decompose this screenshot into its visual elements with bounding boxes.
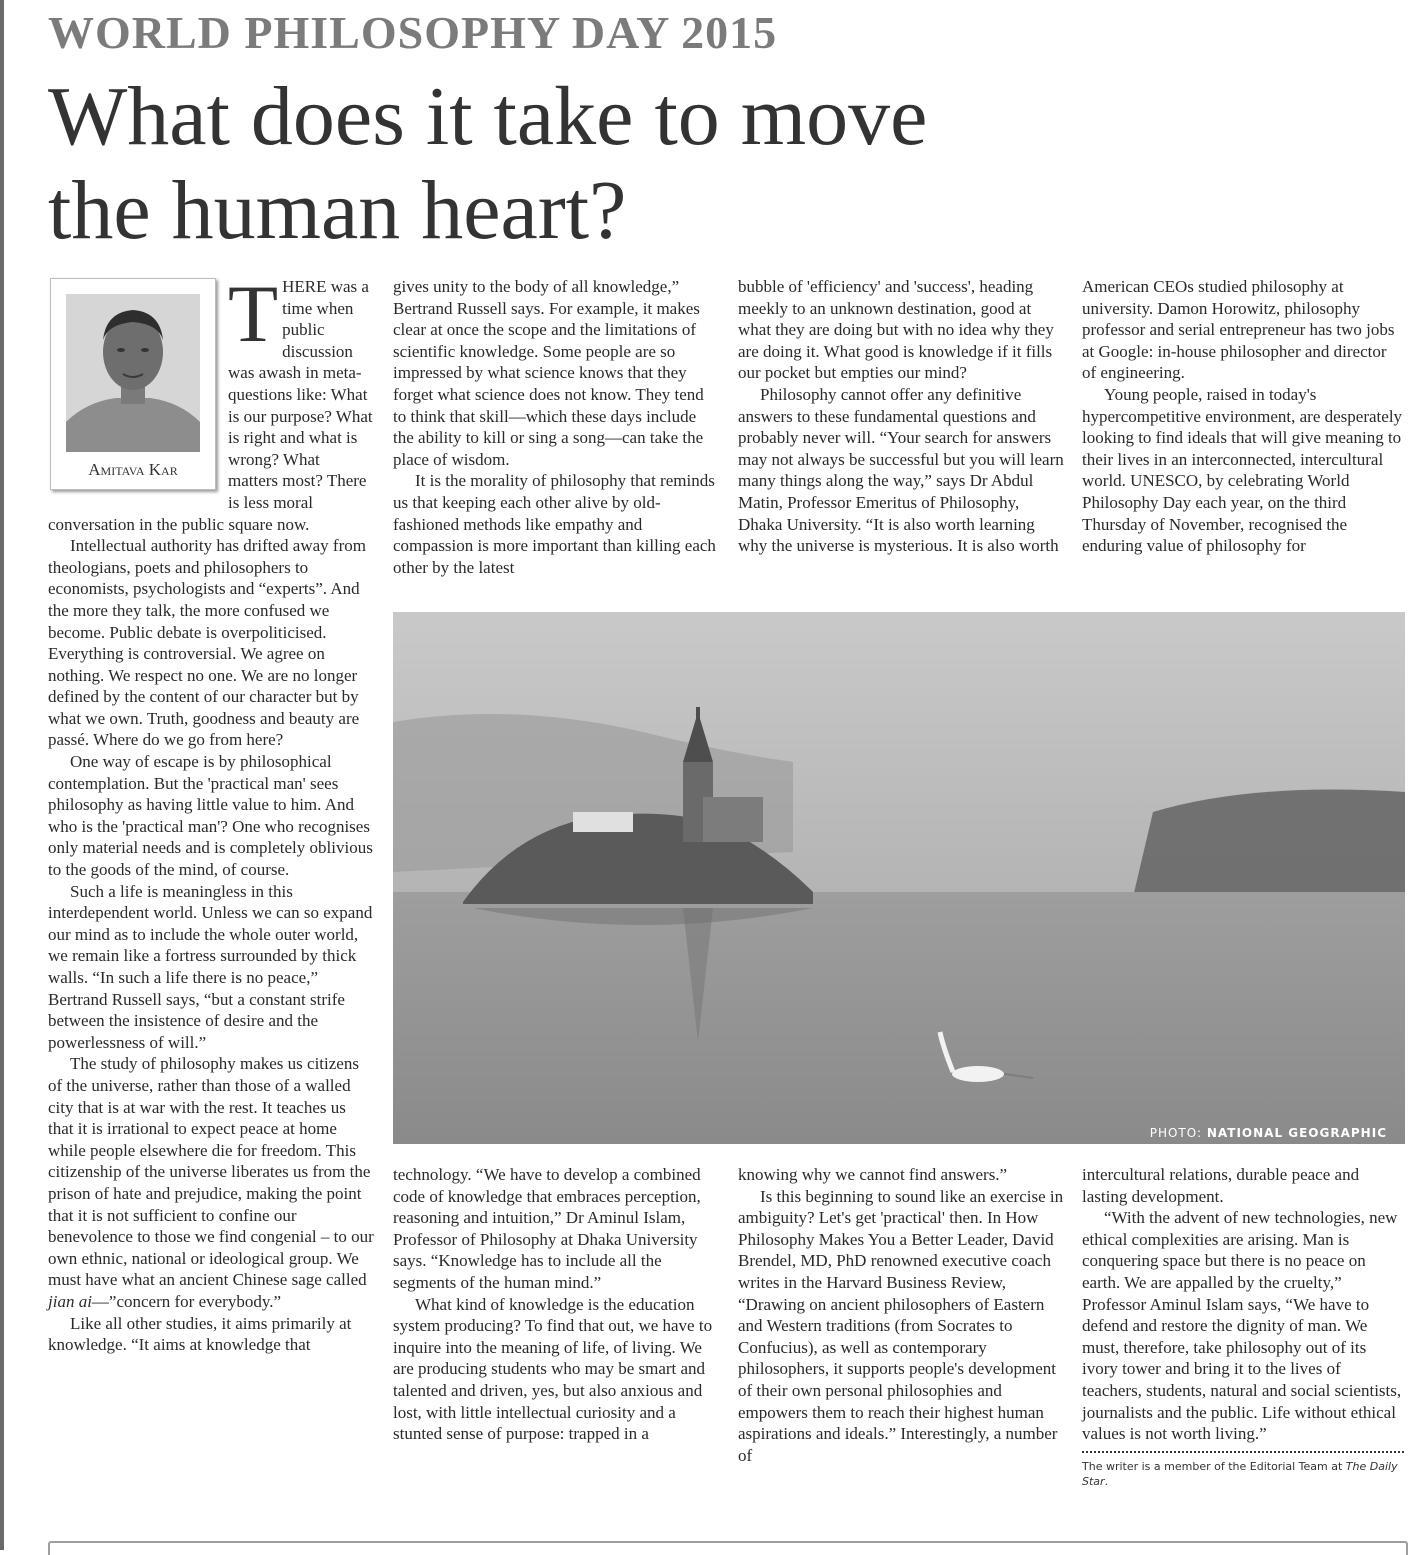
- next-article-frame: [48, 1541, 1408, 1555]
- headline: What does it take to move the human heart?: [48, 70, 928, 257]
- column-2-top: [393, 276, 721, 606]
- lead-text: HERE was a time when public discussion was awash in meta-questions like: What is our purpose? What is right and what is wrong? What matters most? There is less moral conversation in the public square now.: [48, 277, 373, 534]
- lake-island-church-icon: [393, 612, 1405, 1144]
- author-note-end: .: [1104, 1474, 1109, 1488]
- publication-name: The Daily Star: [1082, 1459, 1398, 1488]
- paragraph: Philosophy cannot offer any definitive answers to these fundamental questions and probably never will. “Your search for answers may not always be successful but you will learn many things along the way,” says Dr Abdul Matin, Professor Emeritus of Philosophy, Dhaka University. “It is also worth learning why the universe is mysterious. It is also worth: [738, 384, 1064, 556]
- paragraph-text: The study of philosophy makes us citizens of the universe, rather than those of a walled city that is at war with the rest. It teaches us that it is irrational to expect peace at home while people elsewhere die for freedom. This citizenship of the universe liberates us from the prison of hate and prejudice, making the point that it is not sufficient to confine our benevolence to those we find congenial – to our own ethnic, national or ideological group. We must have what an ancient Chinese sage called: [48, 1054, 374, 1290]
- paragraph-text: —”concern for everybody.”: [91, 1291, 282, 1311]
- author-note-text: The writer is a member of the Editorial Team at: [1082, 1459, 1346, 1473]
- author-portrait-icon: [66, 294, 200, 452]
- paragraph: Intellectual authority has drifted away from theologians, poets and philosophers to economists, psychologists and “experts”. And the more they talk, the more confused we become. Public debate is overpoliticised. Everything is controversial. We agree on nothing. We respect no one. We are no longer defined by the content of our character but by what we own. Truth, goodness and beauty are passé. Where do we go from here?: [48, 536, 366, 750]
- section-kicker: WORLD PHILOSOPHY DAY 2015: [48, 7, 778, 58]
- photo-credit: [1150, 1126, 1387, 1140]
- column-2-bottom: [393, 1164, 721, 1504]
- author-photo: [66, 294, 200, 452]
- column-3-top: [738, 276, 1066, 606]
- paragraph: It is the morality of philosophy that reminds us that keeping each other alive by old-fashioned methods like empathy and compassion is more important than killing each other by the latest: [393, 471, 716, 577]
- column-4-bottom: [1082, 1164, 1404, 1488]
- lake-photo: [393, 612, 1405, 1144]
- author-card: [50, 278, 216, 490]
- paragraph: intercultural relations, durable peace and lasting development.: [1082, 1165, 1360, 1206]
- column-4-top: [1082, 276, 1404, 606]
- photo-credit-prefix: PHOTO:: [1149, 1126, 1207, 1140]
- paragraph: Like all other studies, it aims primarily at knowledge. “It aims at knowledge that: [48, 1313, 352, 1355]
- dotted-separator: [1082, 1451, 1404, 1453]
- paragraph: American CEOs studied philosophy at university. Damon Horowitz, philosophy professor and serial entrepreneur has two jobs at Google: in-house philosopher and director of engineering.: [1082, 277, 1395, 383]
- paragraph: [48, 1053, 374, 1312]
- photo-credit-source: NATIONAL GEOGRAPHIC: [1206, 1126, 1387, 1140]
- column-1: [48, 268, 374, 1496]
- paragraph: One way of escape is by philosophical contemplation. But the 'practical man' sees philosophy as having little value to him. And who is the 'practical man'? One who recognises only material needs and is completely oblivious to the goods of the mind, of course.: [48, 752, 373, 880]
- paragraph: bubble of 'efficiency' and 'success', heading meekly to an unknown destination, good at what they are doing but with no idea why they are doing it. What good is knowledge if it fills our pocket but empties our mind?: [738, 277, 1054, 383]
- paragraph: knowing why we cannot find answers.”: [738, 1165, 1008, 1184]
- paragraph: gives unity to the body of all knowledge,” Bertrand Russell says. For example, it makes clear at once the scope and the limitations of scientific knowledge. Some people are so impressed by what science knows that they forget what science does not know. They tend to think that skill—which these days include the ability to kill or sing a song—can take the place of wisdom.: [393, 277, 704, 469]
- paragraph: Is this beginning to sound like an exercise in ambiguity? Let's get 'practical' then. In How Philosophy Makes You a Better Leader, David Brendel, MD, PhD renowned executive coach writes in the Harvard Business Review, “Drawing on ancient philosophers of Eastern and Western traditions (from Socrates to Confucius), as well as contemporary philosophers, it supports people's development of their own personal philosophies and empowers them to reach their highest human aspirations and ideals.” Interestingly, a number of: [738, 1186, 1064, 1465]
- page-edge-rule: [0, 0, 4, 1550]
- paragraph: What kind of knowledge is the education system producing? To find that out, we have to inquire into the meaning of life, of living. We are producing students who may be smart and talented and driven, yes, but also anxious and lost, with little intellectual curiosity and a stunted sense of purpose: trapped in a: [393, 1294, 713, 1444]
- paragraph: Such a life is meaningless in this interdependent world. Unless we can so expand our mind as to include the whole outer world, we remain like a fortress surrounded by thick walls. “In such a life there is no peace,” Bertrand Russell says, “but a constant strife between the insistence of desire and the powerlessness of will.”: [48, 881, 373, 1052]
- author-note: [1082, 1459, 1404, 1489]
- author-name: Amitava Kar: [88, 460, 178, 479]
- column-3-bottom: [738, 1164, 1066, 1504]
- drop-cap: T: [228, 268, 279, 359]
- paragraph: Young people, raised in today's hypercompetitive environment, are desperately looking to find ideals that will give meaning to their lives in an interconnected, intercultural world. UNESCO, by celebrating World Philosophy Day each year, on the third Thursday of November, recognised the enduring value of philosophy for: [1082, 384, 1403, 556]
- paragraph: “With the advent of new technologies, new ethical complexities are arising. Man is conquering space but there is no peace on earth. We are appalled by the cruelty,” Professor Aminul Islam says, “We have to defend and restore the dignity of man. We must, therefore, take philosophy out of its ivory tower and bring it to the lives of teachers, students, natural and social scientists, journalists and the public. Life without ethical values is not worth living.”: [1082, 1208, 1402, 1444]
- emphasis-term: jian ai: [48, 1291, 92, 1311]
- paragraph: technology. “We have to develop a combined code of knowledge that embraces perception, reasoning and intuition,” Dr Aminul Islam, Professor of Philosophy at Dhaka University says. “Knowledge has to include all the segments of the human mind.”: [393, 1165, 701, 1292]
